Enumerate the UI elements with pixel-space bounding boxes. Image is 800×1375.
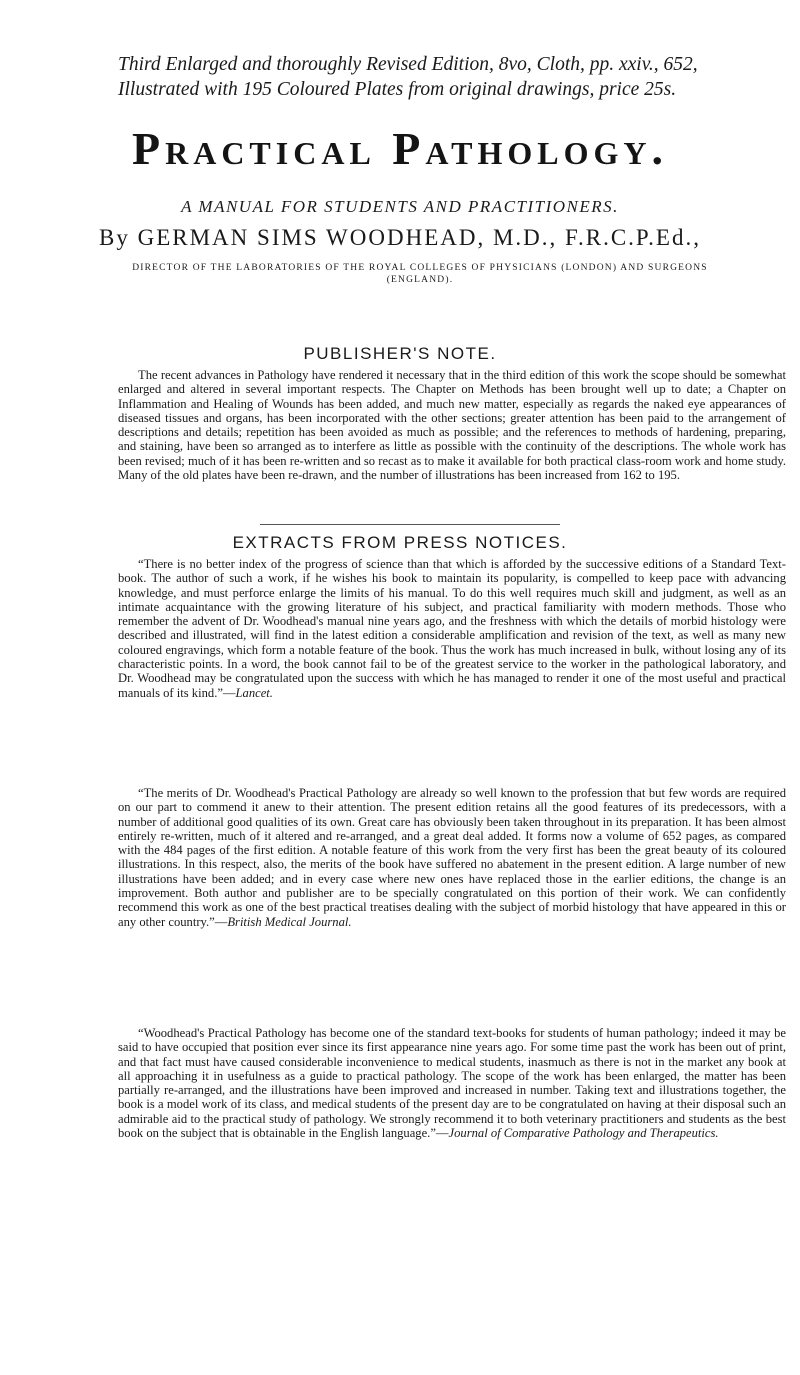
press-notice-source: British Medical Journal. <box>227 914 352 929</box>
press-notices-heading: EXTRACTS FROM PRESS NOTICES. <box>232 533 568 552</box>
press-notice-lancet <box>118 557 786 700</box>
book-subtitle: A MANUAL FOR STUDENTS AND PRACTITIONERS. <box>181 197 619 216</box>
press-notice-text: “Woodhead's Practical Pathology has become one of the standard text-books for students of human pathology; indeed it may be said to have occupied that position ever since its first appearance nine years ago. For some time past the work has been out of print, and that fact must have caused considerable inconvenience to medical students, inasmuch as there is not in the market any book at all approaching it in usefulness as a guide to practical pathology. The scope of the work has been enlarged, the matter has been partially re-arranged, and the illustrations have been improved and increased in number. Taking text and illustrations together, the book is a model work of its class, and medical students of the present day are to be congratulated on having at their disposal such an admirable aid to the practical study of pathology. We strongly recommend it to both veterinary practitioners and students as the best book on the subject that is obtainable in the English language.”— <box>118 1026 786 1141</box>
press-notice-text: “The merits of Dr. Woodhead's Practical Pathology are already so well known to the profession that but few words are required on our part to commend it anew to their attention. The present edition retains all the good features of its predecessors, with a number of additional good qualities of its own. Great care has obviously been taken throughout in its preparation. It has been almost entirely re-written, much of it altered and re-arranged, and a great deal added. It forms now a volume of 652 pages, as compared with the 484 pages of the first edition. A notable feature of this work from the very first has been the great beauty of its coloured illustrations. In this respect, also, the merits of the book have suffered no abatement in the present edition. A large number of new illustrations have been added; and in every case where new ones have replaced those in the earlier editions, the change is an improvement. Both author and publisher are to be specially congratulated on this portion of their work. We can confidently recommend this work as one of the best practical treatises dealing with the subject of morbid histology that have appeared in this or any other country.”— <box>118 786 786 929</box>
press-notice-journal <box>118 1026 786 1140</box>
press-notice-text: “There is no better index of the progress of science than that which is afforded by the successive editions of a Standard Text-book. The author of such a work, if he wishes his book to maintain its popularity, is compelled to keep pace with advancing knowledge, and must perforce enlarge the limits of his manual. To do this well requires much skill and judgment, as well as an intimate acquaintance with the growing literature of his subject, and practical familiarity with modern methods. Those who remember the advent of Dr. Woodhead's manual nine years ago, and the freshness with which the details of morbid histology were described and illustrated, will find in the latest edition a considerable amplification and revision of the text, as well as many new coloured engravings, which form a notable feature of the book. Thus the work has much increased in bulk, without losing any of its characteristic points. In a word, the book cannot fail to be of the greatest service to the worker in the pathological laboratory, and Dr. Woodhead may be congratulated upon the success with which he has managed to render it one of the most useful and practical manuals of its kind.”— <box>118 557 786 700</box>
publisher-note-text: The recent advances in Pathology have rendered it necessary that in the third edition of this work the scope should be somewhat enlarged and altered in several important respects. The Chapter on Methods has been brought well up to date; a Chapter on Inflammation and Healing of Wounds has been added, and much new matter, especially as regards the naked eye appearances of diseased tissues and organs, has been incorporated with the other sections; greater attention has been paid to the arrangement of descriptions and details; repetition has been avoided as much as possible; and the references to methods of hardening, preparing, and staining, have been so arranged as to interfere as little as possible with the continuity of the descriptions. The whole work has been revised; much of it has been re-written and so recast as to make it available for both practical class-room work and home study. Many of the old plates have been re-drawn, and the number of illustrations has been increased from 162 to 195. <box>118 368 786 483</box>
section-divider <box>260 524 560 525</box>
book-author: By GERMAN SIMS WOODHEAD, M.D., F.R.C.P.Ed., <box>99 225 701 250</box>
press-notice-source: Lancet. <box>235 685 273 700</box>
press-notice-bmj <box>118 786 786 929</box>
book-title: Practical Pathology. <box>132 123 668 174</box>
publisher-note-heading: PUBLISHER'S NOTE. <box>303 344 497 363</box>
author-role: DIRECTOR OF THE LABORATORIES OF THE ROYAL COLLEGES OF PHYSICIANS (LONDON) AND SURGEONS (ENGLAND). <box>132 263 708 285</box>
press-notice-source: Journal of Comparative Pathology and Therapeutics. <box>448 1126 719 1141</box>
edition-line: Third Enlarged and thoroughly Revised Edition, 8vo, Cloth, pp. xxiv., 652, Illustrated with 195 Coloured Plates from original drawings, price 25s. <box>118 54 698 100</box>
